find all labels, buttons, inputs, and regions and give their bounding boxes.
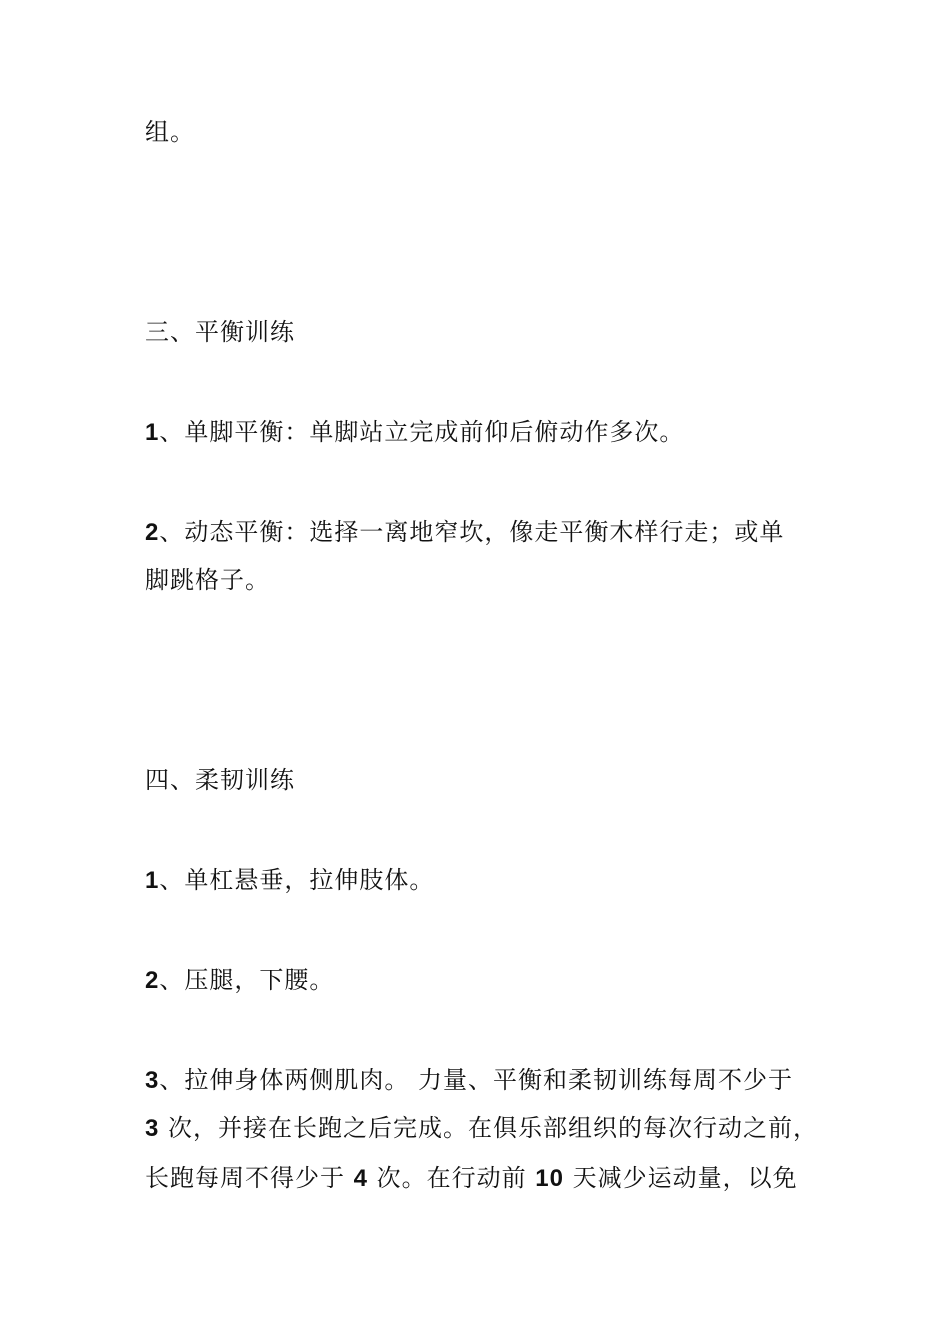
- paragraph-line-3: 长跑每周不得少于 4 次。在行动前 10 天减少运动量，以免: [145, 1164, 798, 1192]
- list-item-side-stretch: 3、拉伸身体两侧肌肉。 力量、平衡和柔韧训练每周不少于: [145, 1066, 793, 1094]
- list-item-leg-press: 2、压腿，下腰。: [145, 966, 335, 994]
- section-heading-balance: 三、平衡训练: [145, 318, 295, 346]
- list-item-dynamic-balance-cont: 脚跳格子。: [145, 566, 270, 594]
- section-heading-flexibility: 四、柔韧训练: [145, 766, 295, 794]
- paragraph-line-2: 3 次，并接在长跑之后完成。在俱乐部组织的每次行动之前，: [145, 1114, 818, 1142]
- list-item-dynamic-balance: 2、动态平衡：选择一离地窄坎，像走平衡木样行走；或单: [145, 518, 785, 546]
- text-line-fragment: 组。: [145, 118, 195, 146]
- list-item-bar-hang: 1、单杠悬垂，拉伸肢体。: [145, 866, 435, 894]
- list-item-single-leg-balance: 1、单脚平衡：单脚站立完成前仰后俯动作多次。: [145, 418, 685, 446]
